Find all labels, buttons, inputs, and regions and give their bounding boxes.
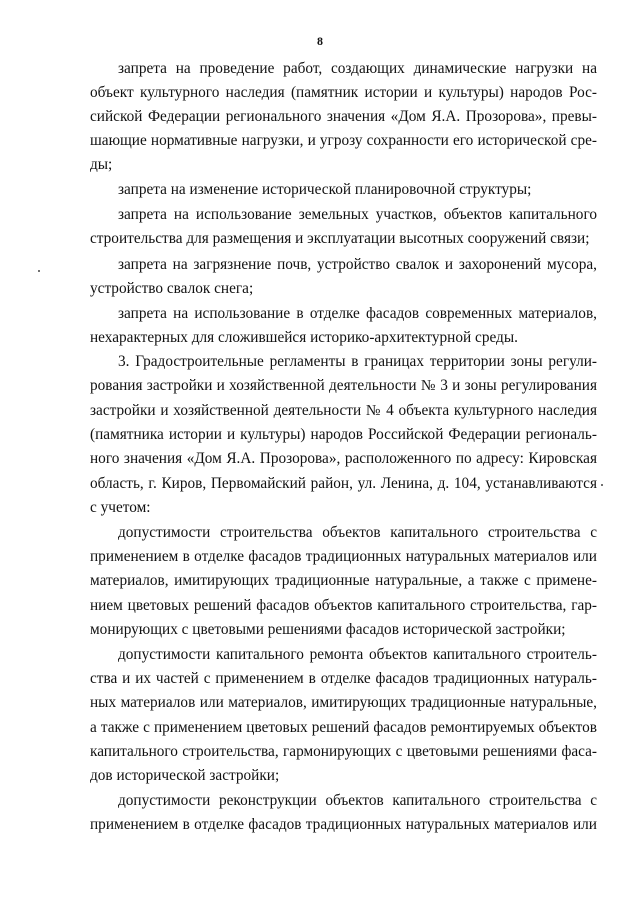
text-line: запрета на использование земельных участков, объектов капитального <box>118 206 597 223</box>
text-line: запрета на использование в отделке фасадов современных материалов, <box>118 305 597 322</box>
text-line: запрета на изменение исторической планировочной структуры; <box>118 181 532 198</box>
text-line: нехарактерных для сложившейся историко-архитектурной среды. <box>90 329 518 346</box>
text-line: запрета на загрязнение почв, устройство свалок и захоронений мусора, <box>118 256 597 273</box>
text-line: а также с применением цветовых решений фасадов ремонтируемых объектов <box>90 719 597 736</box>
text-line: монирующих с цветовыми решениями фасадов исторической застройки; <box>90 621 566 638</box>
text-line: строительства для размещения и эксплуатации высотных сооружений связи; <box>90 230 590 247</box>
text-line: область, г. Киров, Первомайский район, ул. Ленина, д. 104, устанавливаются <box>90 475 597 492</box>
text-line: ного значения «Дом Я.А. Прозорова», расположенного по адресу: Кировская <box>90 450 597 467</box>
text-line: застройки и хозяйственной деятельности № 4 объекта культурного наследия <box>90 402 597 419</box>
text-line: дов исторической застройки; <box>90 767 280 784</box>
text-line: с учетом: <box>90 499 151 516</box>
text-line: устройство свалок снега; <box>90 280 254 297</box>
text-line: материалов, имитирующих традиционные натуральные, а также с примене- <box>90 572 597 589</box>
text-line: рования застройки и хозяйственной деятельности № 3 и зоны регулирования <box>90 377 597 394</box>
text-line: объект культурного наследия (памятник истории и культуры) народов Рос- <box>90 84 597 101</box>
text-line: применением в отделке фасадов традиционных натуральных материалов или <box>90 816 597 833</box>
text-line: запрета на проведение работ, создающих динамические нагрузки на <box>118 60 597 77</box>
text-line: допустимости строительства объектов капитального строительства с <box>118 524 597 541</box>
text-line: капитального строительства, гармонирующих с цветовыми решениями фаса- <box>90 743 597 760</box>
scan-speck <box>38 270 40 272</box>
page-number: 8 <box>317 34 323 48</box>
text-line: шающие нормативные нагрузки, и угрозу сохранности его исторической сре- <box>90 132 597 149</box>
text-line: применением в отделке фасадов традиционных натуральных материалов или <box>90 548 597 565</box>
text-line: допустимости капитального ремонта объектов капитального строитель- <box>118 646 597 663</box>
text-line: ды; <box>90 156 113 173</box>
text-line: допустимости реконструкции объектов капитального строительства с <box>118 792 597 809</box>
text-line: (памятника истории и культуры) народов Российской Федерации региональ- <box>90 426 597 443</box>
text-line: ных материалов или материалов, имитирующих традиционные натуральные, <box>90 694 597 711</box>
text-line: сийской Федерации регионального значения «Дом Я.А. Прозорова», превы- <box>90 108 597 125</box>
text-line: 3. Градостроительные регламенты в границах территории зоны регули- <box>118 353 597 370</box>
scan-speck <box>601 484 603 486</box>
text-line: ства и их частей с применением в отделке фасадов традиционных натураль- <box>90 670 597 687</box>
text-line: нием цветовых решений фасадов объектов капитального строительства, гар- <box>90 597 597 614</box>
